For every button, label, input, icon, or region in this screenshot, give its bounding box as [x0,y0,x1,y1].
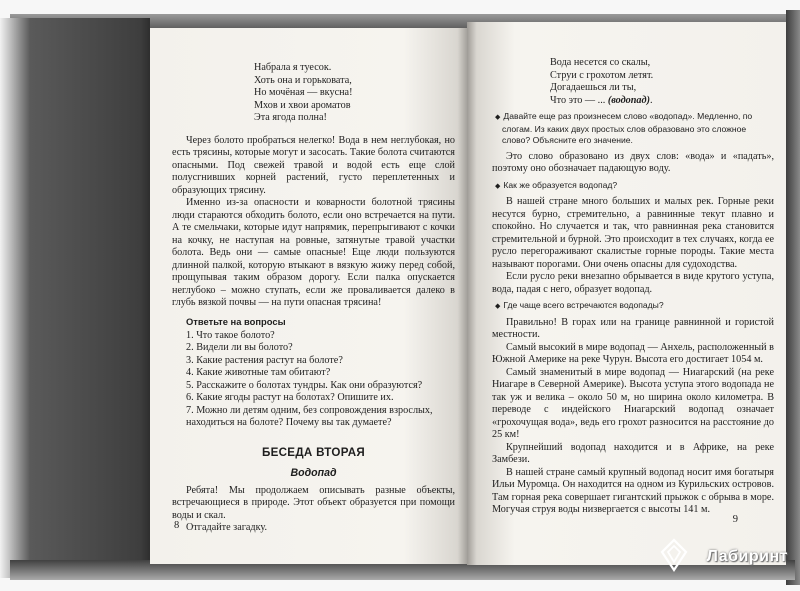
bullet-icon: ◆ [495,114,501,121]
paragraph: Отгадайте загадку. [186,522,268,533]
paragraph: Правильно! В горах или на границе равнинной и гористой местности. [492,316,774,341]
section-subtitle: Водопад [290,466,337,479]
question-item: 7. Можно ли детям одним, без сопровождения взрослых, находиться на болоте? Почему вы так думаете? [186,404,433,428]
riddle-answer: (водопад) [607,94,650,106]
paragraph: Если русло реки внезапно обрывается в виде крутого уступа, вода, падая с него, образует водопад. [492,271,774,295]
verse-line: Набрала я туесок. [254,62,332,73]
verse-line: Мхов и хвои ароматов [254,99,351,111]
watermark-logo: Лабиринт [706,548,788,565]
verse-line [550,95,774,108]
scanner-edge-left [0,18,150,578]
verse-line: Хоть она и горьковата, [254,74,352,86]
question-item: 4. Какие животные там обитают? [186,367,331,378]
labyrinth-logo-icon [660,538,688,572]
right-page [467,22,786,565]
section-title: БЕСЕДА ВТОРАЯ [261,445,366,459]
scanner-edge-right [786,10,800,585]
verse-line: Эта ягода полна! [254,112,327,123]
paragraph: Через болото пробраться нелегко! Вода в нем неглубокая, но есть трясины, которые могут и засосать. Такие болота считаются опасными. Под свежей травой и водой есть еще слой полусгнивших корней растений, густо переплетенных и образующих трясину. [172,134,455,196]
teacher-prompt [492,300,774,313]
riddle-verse [492,57,774,107]
question-item: 2. Видели ли вы болото? [186,342,293,353]
verse-line: Струи с грохотом летят. [550,69,654,81]
teacher-prompt [492,180,774,193]
bullet-icon: ◆ [495,303,501,311]
paragraph: В нашей стране много больших и малых рек. Горные реки несутся бурно, стремительно, а равнинные текут плавно и спокойно. Но случается и так, что равнинная река становится стремительной и бурной. Это происходит в тех случаях, когда ее русло перегораживают скалистые горные породы. Такие места называют порогами. Они очень опасны для судоходства. [492,196,774,270]
paragraph: Ребята! Мы продолжаем описывать разные объекты, встречающиеся в природе. Этот объект образуется при помощи воды и скал. [172,484,455,521]
paragraph: Это слово образовано из двух слов: «вода» и «падать», поэтому оно обозначает падающую воду. [492,150,774,175]
paragraph: В нашей стране самый крупный водопад носит имя богатыря Ильи Муромца. Он находится на одном из Курильских островов. Там горная река совершает гигантский прыжок с обрыва в море. Могучая струя воды низвергается с высоты 141 м. [492,466,774,516]
verse-line: Догадаешься ли ты, [550,82,637,93]
question-item: 3. Какие растения растут на болоте? [186,354,343,366]
paragraph: Крупнейший водопад находится и в Африке, на реке Замбези. [492,441,774,466]
question-item: 5. Расскажите о болотах тундры. Как они образуются? [186,379,423,391]
verse-line-end: . [649,94,653,106]
teacher-prompt-text: Как же образуется водопад? [503,179,618,190]
bullet-icon: ◆ [495,182,501,190]
page-number: 8 [174,520,180,531]
teacher-prompt-text: Давайте еще раз произнесем слово «водопад». Медленно, по слогам. Из каких двух простых слов образовано это сложное слово? Объясните его значение. [502,111,753,146]
paragraph: Самый высокий в мире водопад — Анхель, расположенный в Южной Америке на реке Чурун. Высота его достигает 1054 м. [492,341,774,366]
verse-line: Но мочёная — вкусна! [254,87,353,98]
teacher-prompt-text: Где чаще всего встречаются водопады? [503,300,664,311]
verse-line: Вода несется со скалы, [550,57,651,68]
verse-line-text: Что это — ... [550,94,606,106]
questions-heading: Ответьте на вопросы [186,315,286,327]
paragraph: Именно из-за опасности и коварности болотной трясины люди стараются обходить болото, если оно встречается на пути. А те смельчаки, которые идут напрямик, перепрыгивают с кочки на кочку, не наступая на ровные, затянутые травой участки болота. Ведь они — самые опасные! Еще люди пользуются длинной палкой, которую втыкают в вязкую жижу перед собой, прощупывая таким образом дорогу. Если палка опускается неглубоко – можно ступать, если же проваливается далеко в глубь вязкой почвы — на пути опасная трясина! [172,197,455,308]
left-page [150,28,467,564]
paragraph: Самый знаменитый в мире водопад — Ниагарский (на реке Ниагаре в Северной Америке). Высота уступа этого водопада не так уж и велика – около 50 м, но ширина около километра. В переводе с индейского Ниагарский водопад означает «грохочущая вода», ведь его грохот разносится на расстояние до 25 км! [492,366,774,441]
poem-ending [172,62,455,125]
question-item: 6. Какие ягоды растут на болотах? Опишите их. [186,392,394,403]
question-item: 1. Что такое болото? [186,329,275,341]
questions-list [186,330,455,430]
page-number: 9 [732,514,738,525]
teacher-prompt [492,111,774,147]
